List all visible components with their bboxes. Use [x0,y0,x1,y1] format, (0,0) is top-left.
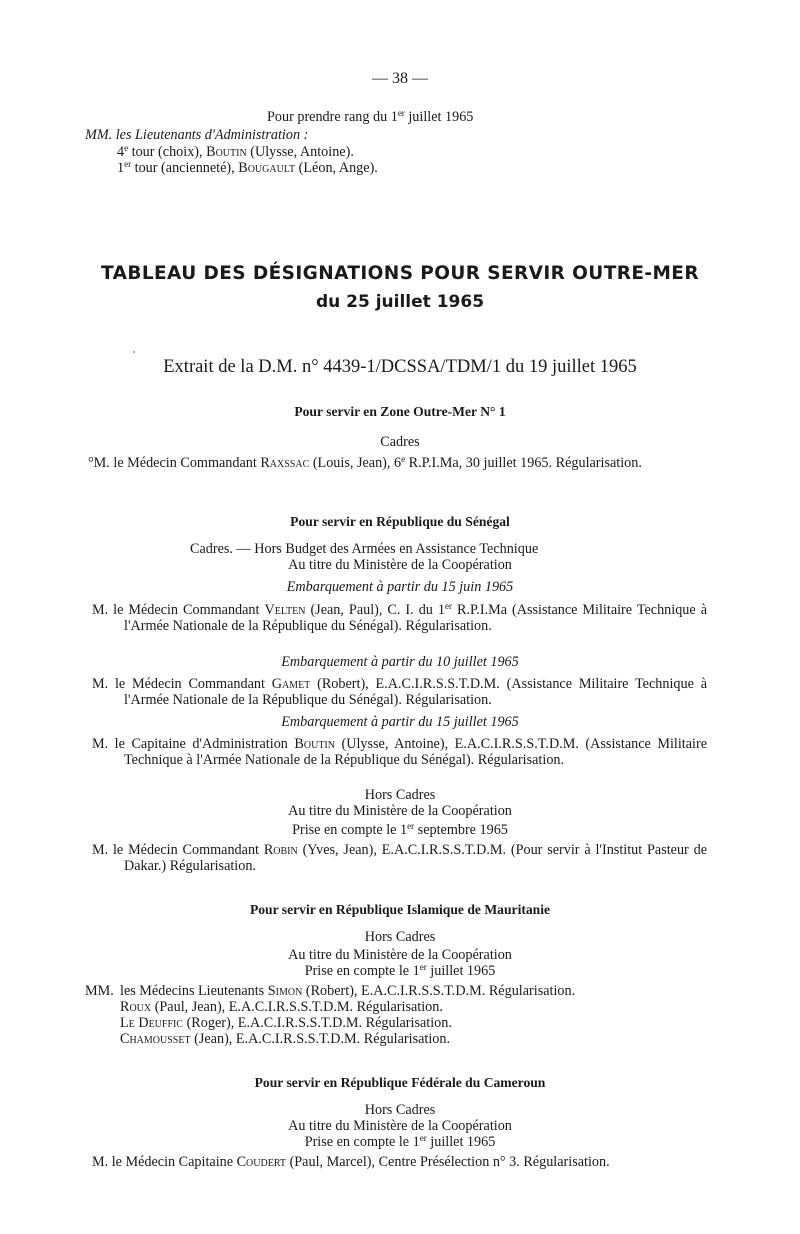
cameroun-ministere: Au titre du Ministère de la Coopération [288,1118,512,1134]
document-title: TABLEAU DES DÉSIGNATIONS POUR SERVIR OUTRE-MER [101,263,699,284]
senegal-embarquement-3: Embarquement à partir du 15 juillet 1965 [281,714,519,730]
page-number: — 38 — [372,70,428,87]
promotion-line-2: 1er tour (ancienneté), Bougault (Léon, Ange). [117,159,378,176]
senegal-embarquement-1: Embarquement à partir du 15 juin 1965 [286,579,514,595]
senegal-entry-3: M. le Capitaine d'Administration Boutin (Ulysse, Antoine), E.A.C.I.R.S.S.T.D.M. (Assistance Militaire Technique à l'Armée Nationale de la République du Sénégal). Régularisation. [92,736,707,768]
senegal-entry-4: M. le Médecin Commandant Robin (Yves, Jean), E.A.C.I.R.S.S.T.D.M. (Pour servir à l'Institut Pasteur de Dakar.) Régularisation. [92,842,708,874]
mauritanie-line-2: Roux (Paul, Jean), E.A.C.I.R.S.S.T.D.M. Régularisation. [120,999,443,1015]
mauritanie-mm: MM. [85,983,114,999]
cameroun-prise-en-compte: Prise en compte le 1er juillet 1965 [304,1133,496,1150]
senegal-ministere: Au titre du Ministère de la Coopération [288,557,512,573]
senegal-entry-1: M. le Médecin Commandant Velten (Jean, Paul), C. I. du 1er R.P.I.Ma (Assistance Militaire Technique à l'Armée Nationale de la République du Sénégal). Régularisation. [92,601,707,634]
stray-mark [133,351,135,353]
section-heading-mauritanie: Pour servir en République Islamique de Mauritanie [249,902,551,917]
mauritanie-line-3: Le Deuffic (Roger), E.A.C.I.R.S.S.T.D.M. Régularisation. [120,1015,452,1031]
mauritanie-line-4: Chamousset (Jean), E.A.C.I.R.S.S.T.D.M. Régularisation. [120,1031,451,1047]
senegal-prise-en-compte: Prise en compte le 1er septembre 1965 [292,821,508,838]
extrait-reference: Extrait de la D.M. n° 4439-1/DCSSA/TDM/1 du 19 juillet 1965 [163,357,637,377]
senegal-hors-ministere: Au titre du Ministère de la Coopération [288,803,512,819]
mauritanie-ministere: Au titre du Ministère de la Coopération [288,947,512,963]
section-heading-zone1: Pour servir en Zone Outre-Mer N° 1 [294,404,506,419]
zone1-entry: °M. le Médecin Commandant Raxssac (Louis, Jean), 6e R.P.I.Ma, 30 juillet 1965. Régularisation. [88,454,642,471]
senegal-hors-cadres: Hors Cadres [364,787,436,803]
promotion-group: MM. les Lieutenants d'Administration : [85,127,309,143]
section-heading-cameroun: Pour servir en République Fédérale du Cameroun [254,1075,546,1090]
section-heading-senegal: Pour servir en République du Sénégal [290,514,510,529]
promotion-line-1: 4e tour (choix), Boutin (Ulysse, Antoine). [117,143,354,160]
senegal-cadres-line: Cadres. — Hors Budget des Armées en Assistance Technique [190,541,539,557]
cameroun-hors-cadres: Hors Cadres [364,1102,436,1118]
senegal-entry-2: M. le Médecin Commandant Gamet (Robert), E.A.C.I.R.S.S.T.D.M. (Assistance Militaire Technique à l'Armée Nationale de la République du Sénégal). Régularisation. [92,676,707,708]
cameroun-entry: M. le Médecin Capitaine Coudert (Paul, Marcel), Centre Présélection n° 3. Régularisation. [92,1154,610,1170]
document-subtitle: du 25 juillet 1965 [315,292,485,312]
rank-date: Pour prendre rang du 1er juillet 1965 [267,108,474,125]
mauritanie-hors-cadres: Hors Cadres [364,929,436,945]
senegal-embarquement-2: Embarquement à partir du 10 juillet 1965 [281,654,519,670]
mauritanie-prise-en-compte: Prise en compte le 1er juillet 1965 [304,962,496,979]
zone1-cadres: Cadres [380,434,420,450]
mauritanie-line-1: les Médecins Lieutenants Simon (Robert), E.A.C.I.R.S.S.T.D.M. Régularisation. [120,983,576,999]
